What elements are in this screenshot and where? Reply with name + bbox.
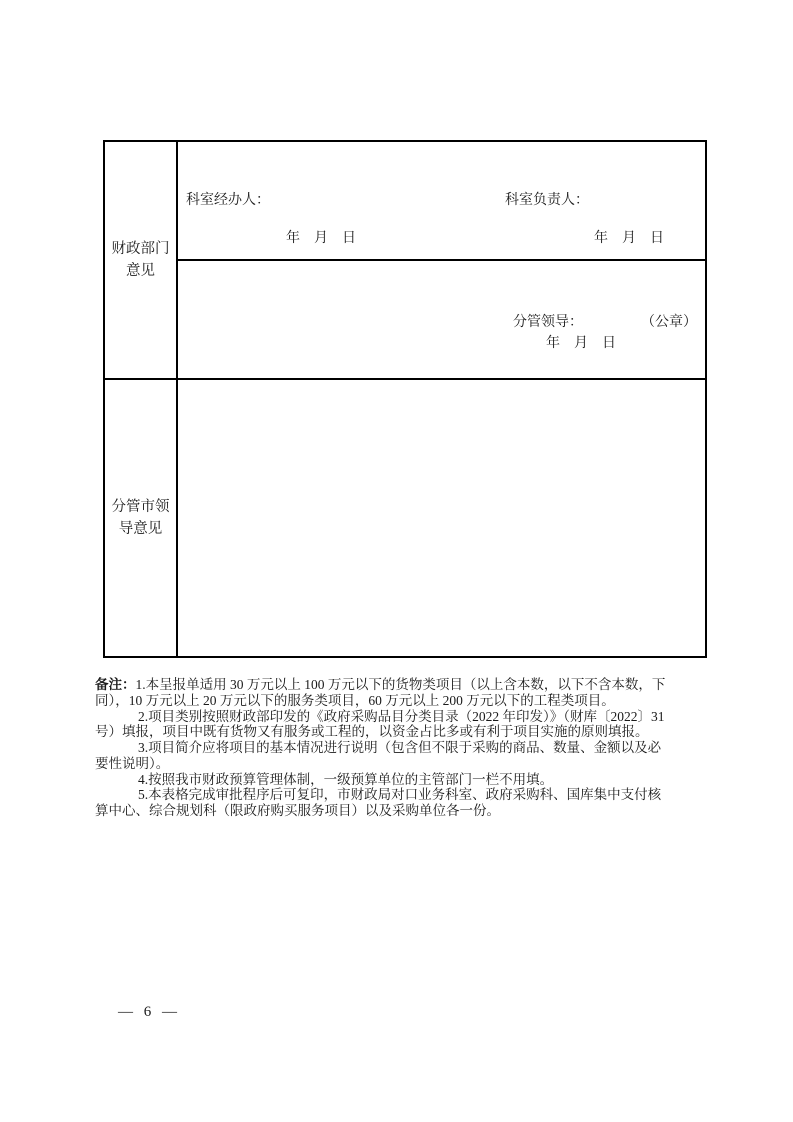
- finance-dept-label-line2: 意见: [126, 263, 155, 279]
- city-leader-label-line2: 导意见: [118, 521, 163, 537]
- city-leader-header-cell: [105, 380, 176, 656]
- note-line: [95, 677, 710, 693]
- note-line: 要性说明）。: [95, 755, 170, 771]
- approval-table: [103, 140, 707, 658]
- note-line: 3.项目简介应将项目的基本情况进行说明（包含但不限于采购的商品、数量、金额以及必: [138, 740, 662, 755]
- table-header-column: [105, 142, 178, 656]
- finance-leader-signature-cell: [178, 261, 705, 380]
- note-line: 5.本表格完成审批程序后可复印，市财政局对口业务科室、政府采购科、国库集中支付核: [138, 787, 662, 803]
- notes-section: [95, 677, 710, 819]
- leader-date-placeholder: 年 月 日: [546, 336, 616, 351]
- staff-date-placeholder: 年 月 日: [286, 231, 356, 246]
- note-line: 2.项目类别按照财政部印发的《政府采购品目分类目录（2022 年印发）》（财库〔2022〕31: [138, 708, 665, 724]
- notes-heading-label: 备注：: [95, 677, 136, 692]
- city-leader-opinion-cell: [178, 380, 705, 656]
- section-chief-label: 科室负责人：: [505, 193, 589, 208]
- note-line: 算中心、综合规划科（限政府购买服务项目）以及采购单位各一份。: [95, 803, 500, 818]
- staff-handler-label: 科室经办人：: [186, 193, 270, 208]
- note-line: 号）填报，项目中既有货物又有服务或工程的，以资金占比多或有利于项目实施的原则填报。: [95, 724, 649, 740]
- note-line: 同），10 万元以上 20 万元以下的服务类项目，60 万元以上 200 万元以下的工程类项目。: [95, 692, 615, 708]
- note-line: 4.按照我市财政预算管理体制，一级预算单位的主管部门一栏不用填。: [138, 771, 554, 787]
- finance-dept-header-cell: [105, 142, 176, 380]
- note-text: 1.本呈报单适用 30 万元以上 100 万元以下的货物类项目（以上含本数，以下不含本数，下: [135, 677, 666, 692]
- city-leader-label-line1: 分管市领: [111, 499, 170, 515]
- page-number: — 6 —: [118, 1004, 177, 1020]
- finance-dept-label-line1: 财政部门: [111, 241, 170, 257]
- division-leader-label: 分管领导：: [513, 315, 583, 330]
- official-seal-label: （公章）: [641, 315, 697, 330]
- table-content-column: [178, 142, 705, 656]
- chief-date-placeholder: 年 月 日: [594, 231, 664, 246]
- finance-staff-signature-cell: [178, 142, 705, 261]
